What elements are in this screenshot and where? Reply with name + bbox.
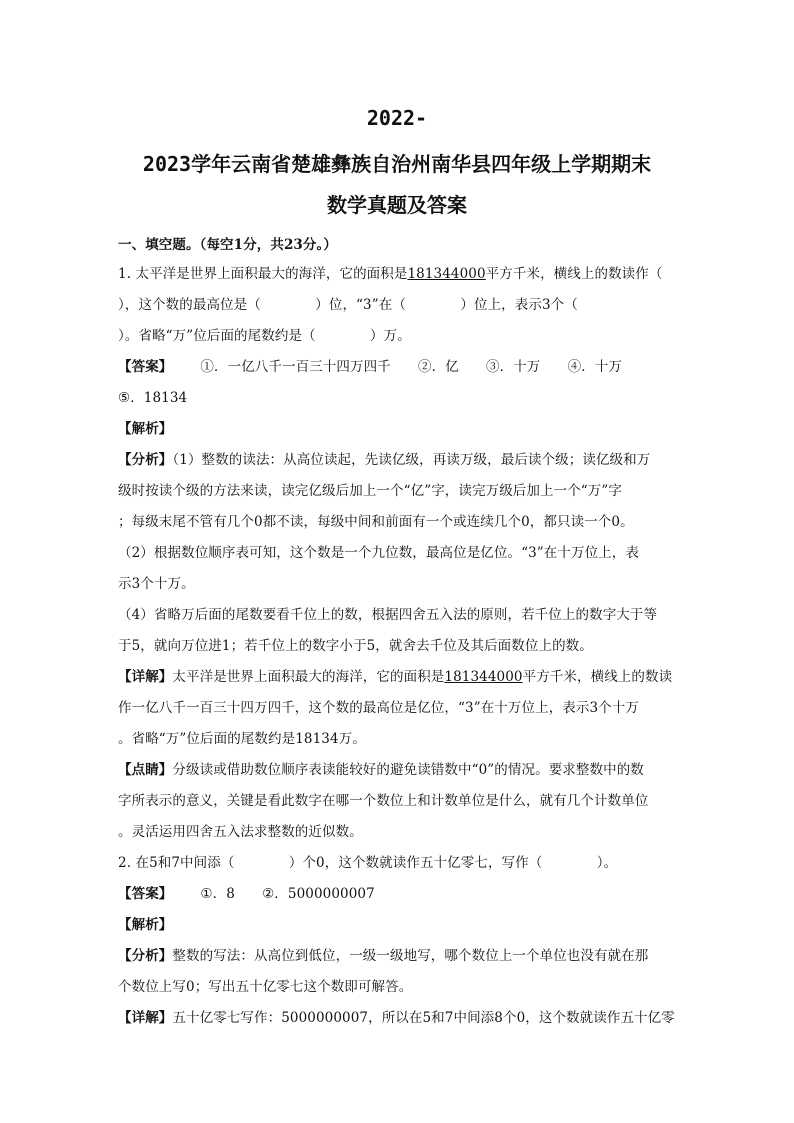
detail-label: 【详解】 bbox=[118, 669, 173, 685]
q1-line-2: ），这个数的最高位是（ ）位，“3”在（ ）位上，表示3个（ bbox=[118, 297, 578, 313]
fenxi-text: 整数的写法：从高位到低位，一级一级地写，哪个数位上一个单位也没有就在那 bbox=[172, 948, 649, 964]
answer-text: ①．8 ②．5000000007 bbox=[200, 886, 375, 902]
title-line-3: 数学真题及答案 bbox=[327, 193, 467, 217]
q2-fenxi-line-2: 个数位上写0；写出五十亿零七这个数即可解答。 bbox=[118, 979, 413, 995]
q2-answer bbox=[118, 882, 684, 902]
detail-number: 181344000 bbox=[444, 669, 523, 685]
q1-fenxi-line-3: ；每级末尾不管有几个0都不读，每级中间和前面有一个或连续几个0，都只读一个0。 bbox=[118, 514, 634, 530]
fenxi-label: 【分析】 bbox=[118, 948, 173, 964]
section-heading: 一、填空题。（每空1分，共23分。） bbox=[118, 237, 337, 253]
q1-tip bbox=[118, 758, 684, 778]
q1-fenxi-line-2: 级时按读个级的方法来读，读完亿级后加上一个“亿”字，读完万级后加上一个“万”字 bbox=[118, 483, 623, 499]
q2-fenxi bbox=[118, 944, 684, 964]
q1-p2-line-2: 示3个十万。 bbox=[118, 576, 195, 592]
q2-line-1: 2. 在5和7中间添（ ）个0，这个数就读作五十亿零七，写作（ ）。 bbox=[118, 855, 618, 871]
q1-detail-line-2: 作一亿八千一百三十四万四千，这个数的最高位是亿位，“3”在十万位上，表示3个十万 bbox=[118, 700, 639, 716]
q1-tip-line-2: 字所表示的意义，关键是看此数字在哪一个数位上和计数单位是什么，就有几个计数单位 bbox=[118, 793, 649, 809]
title-line-2: 2023学年云南省楚雄彝族自治州南华县四年级上学期期末 bbox=[142, 152, 652, 176]
answer-label: 【答案】 bbox=[118, 886, 173, 902]
tip-text: 分级读或借助数位顺序表读能较好的避免读错数中“0”的情况。要求整数中的数 bbox=[172, 762, 644, 778]
q1-p4-line-1: （4）省略万后面的尾数要看千位上的数，根据四舍五入法的原则，若千位上的数字大于等 bbox=[118, 607, 658, 623]
q1-line-1 bbox=[118, 262, 684, 282]
q1-detail bbox=[118, 665, 684, 685]
q1-analysis-label: 【解析】 bbox=[118, 421, 173, 437]
q1-p4-line-2: 于5，就向万位进1；若千位上的数字小于5，就舍去千位及其后面数位上的数。 bbox=[118, 638, 593, 654]
answer-text: ①．一亿八千一百三十四万四千 ②．亿 ③．十万 ④．十万 bbox=[200, 359, 623, 375]
q1-text: 平方千米，横线上的数读作（ bbox=[485, 266, 663, 282]
answer-label: 【答案】 bbox=[118, 359, 173, 375]
detail-text: 太平洋是世界上面积最大的海洋，它的面积是 bbox=[172, 669, 445, 685]
detail-text: 平方千米，横线上的数读 bbox=[522, 669, 673, 685]
detail-text: 五十亿零七写作：5000000007，所以在5和7中间添8个0，这个数就读作五十亿零 bbox=[172, 1010, 675, 1026]
q1-p2-line-1: （2）根据数位顺序表可知，这个数是一个九位数，最高位是亿位。“3”在十万位上，表 bbox=[118, 545, 639, 561]
fenxi-text: （1）整数的读法：从高位读起，先读亿级，再读万级，最后读个级；读亿级和万 bbox=[172, 452, 651, 468]
fenxi-label: 【分析】 bbox=[118, 452, 173, 468]
q1-detail-line-3: 。省略“万”位后面的尾数约是18134万。 bbox=[118, 731, 366, 747]
q1-fenxi bbox=[118, 448, 684, 468]
q1-tip-line-3: 。灵活运用四舍五入法求整数的近似数。 bbox=[118, 824, 363, 840]
q1-answer-line-2: ⑤．18134 bbox=[118, 390, 188, 406]
q1-area-number: 181344000 bbox=[407, 266, 486, 282]
q2-detail bbox=[118, 1006, 684, 1026]
detail-label: 【详解】 bbox=[118, 1010, 173, 1026]
q2-analysis-label: 【解析】 bbox=[118, 917, 173, 933]
q1-line-3: ）。省略“万”位后面的尾数约是（ ）万。 bbox=[118, 328, 411, 344]
q1-text: 1. 太平洋是世界上面积最大的海洋，它的面积是 bbox=[118, 266, 408, 282]
title-line-1: 2022- bbox=[366, 106, 428, 130]
q1-answer bbox=[118, 355, 684, 375]
tip-label: 【点睛】 bbox=[118, 762, 173, 778]
